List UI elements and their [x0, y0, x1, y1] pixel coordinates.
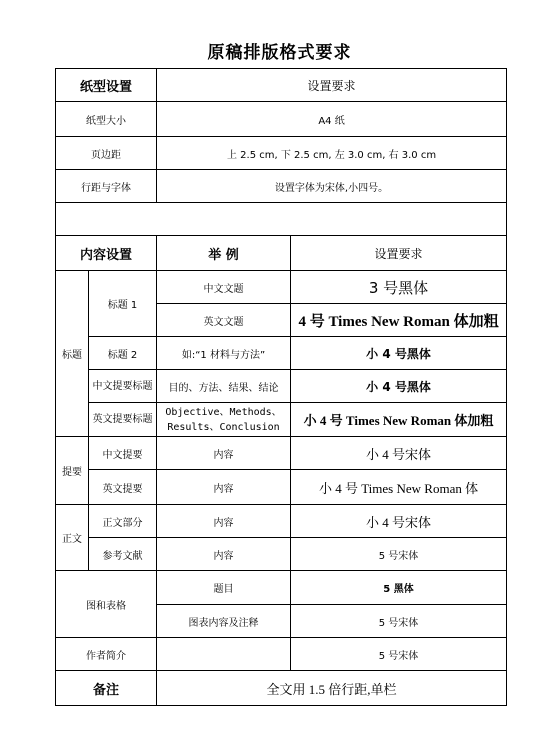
content-header-setting: 内容设置 [56, 236, 157, 271]
body-text-example: 内容 [157, 505, 291, 538]
figures-group-label: 图和表格 [56, 571, 157, 638]
heading2-example: 如:“1 材料与方法” [157, 337, 291, 370]
figure-content-requirement: 5 号宋体 [291, 605, 507, 638]
author-requirement: 5 号宋体 [291, 638, 507, 671]
heading2-requirement: 小 4 号黑体 [291, 337, 507, 370]
cn-abstract-title-requirement: 小 4 号黑体 [291, 370, 507, 403]
cn-abstract-title-row [56, 370, 507, 403]
en-abstract-title-requirement: 小 4 号 Times New Roman 体加粗 [291, 403, 507, 437]
body-text-row [56, 505, 507, 538]
heading1-cn-row [56, 271, 507, 304]
paper-header-requirement: 设置要求 [157, 69, 507, 102]
figure-title-requirement: 5 黑体 [291, 571, 507, 605]
line-font-label: 行距与字体 [56, 170, 157, 203]
content-header-example: 举 例 [157, 236, 291, 271]
en-abstract-title-row [56, 403, 507, 437]
en-abstract-requirement: 小 4 号 Times New Roman 体 [291, 470, 507, 505]
heading1-label: 标题 1 [89, 271, 157, 337]
references-example: 内容 [157, 538, 291, 571]
author-row [56, 638, 507, 671]
content-header-requirement: 设置要求 [291, 236, 507, 271]
notes-row [56, 671, 507, 706]
en-abstract-label: 英文提要 [89, 470, 157, 505]
body-group-label: 正文 [56, 505, 89, 571]
blank-cell [56, 203, 507, 236]
cn-abstract-title-example: 目的、方法、结果、结论 [157, 370, 291, 403]
heading2-row [56, 337, 507, 370]
line-font-value: 设置字体为宋体,小四号。 [157, 170, 507, 203]
cn-abstract-title-label: 中文提要标题 [89, 370, 157, 403]
cn-abstract-row [56, 437, 507, 470]
notes-value: 全文用 1.5 倍行距,单栏 [157, 671, 507, 706]
references-label: 参考文献 [89, 538, 157, 571]
cn-abstract-example: 内容 [157, 437, 291, 470]
margin-label: 页边距 [56, 137, 157, 170]
figure-title-example: 题目 [157, 571, 291, 605]
heading1-cn-example: 中文文题 [157, 271, 291, 304]
paper-header-label: 纸型设置 [56, 69, 157, 102]
blank-row [56, 203, 507, 236]
figure-title-row [56, 571, 507, 605]
body-text-requirement: 小 4 号宋体 [291, 505, 507, 538]
figure-content-example: 图表内容及注释 [157, 605, 291, 638]
en-abstract-row [56, 470, 507, 505]
en-abstract-title-label: 英文提要标题 [89, 403, 157, 437]
paper-header-row [56, 69, 507, 102]
paper-size-value: A4 纸 [157, 102, 507, 137]
heading1-en-example: 英文文题 [157, 304, 291, 337]
references-row [56, 538, 507, 571]
abstract-group-label: 提要 [56, 437, 89, 505]
margin-row [56, 137, 507, 170]
paper-size-row [56, 102, 507, 137]
content-header-row [56, 236, 507, 271]
notes-label: 备注 [56, 671, 157, 706]
author-label: 作者简介 [56, 638, 157, 671]
references-requirement: 5 号宋体 [291, 538, 507, 571]
en-abstract-title-example: Objective、Methods、Results、Conclusion [157, 403, 291, 437]
author-example [157, 638, 291, 671]
format-requirements-table [55, 68, 507, 706]
paper-size-label: 纸型大小 [56, 102, 157, 137]
line-font-row [56, 170, 507, 203]
heading1-en-requirement: 4 号 Times New Roman 体加粗 [291, 304, 507, 337]
heading2-label: 标题 2 [89, 337, 157, 370]
cn-abstract-label: 中文提要 [89, 437, 157, 470]
heading-group-label: 标题 [56, 271, 89, 437]
en-abstract-example: 内容 [157, 470, 291, 505]
body-text-label: 正文部分 [89, 505, 157, 538]
heading1-cn-requirement: 3 号黑体 [291, 271, 507, 304]
cn-abstract-requirement: 小 4 号宋体 [291, 437, 507, 470]
document-title: 原稿排版格式要求 [207, 43, 352, 63]
margin-value: 上 2.5 cm, 下 2.5 cm, 左 3.0 cm, 右 3.0 cm [157, 137, 507, 170]
